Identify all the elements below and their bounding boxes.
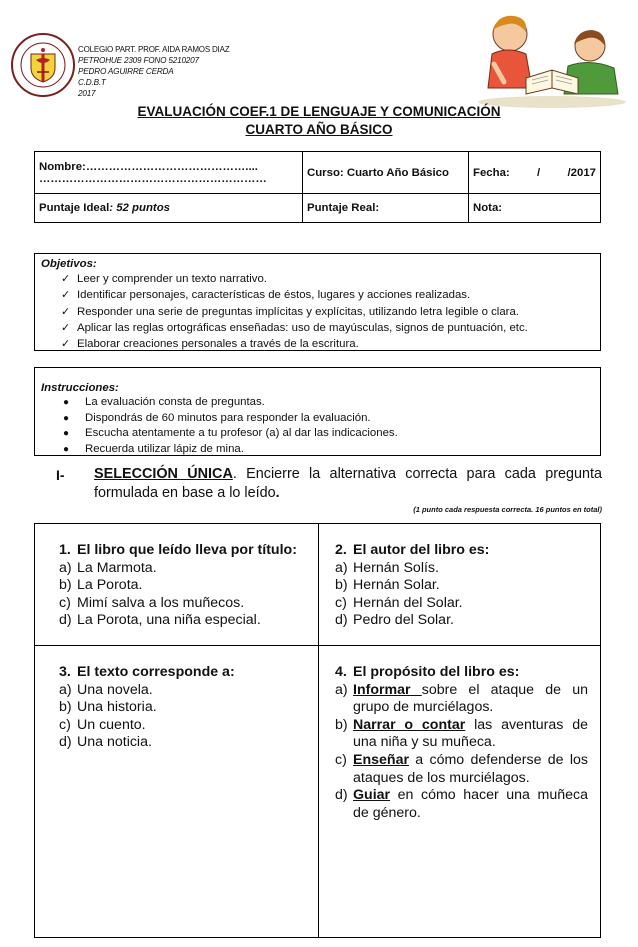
- option-text: Una historia.: [77, 699, 157, 716]
- question-2: [319, 524, 601, 646]
- section-instruction-line2: [94, 484, 280, 503]
- question-text: El texto corresponde a:: [77, 664, 235, 680]
- option-letter: d): [335, 787, 348, 804]
- question-number: 4.: [335, 664, 347, 680]
- list-item: [61, 336, 596, 352]
- question-number: 2.: [335, 542, 347, 558]
- check-icon: ✓: [61, 273, 71, 285]
- list-item: [63, 426, 596, 442]
- objetivos-title: Objetivos:: [41, 258, 97, 270]
- question-text: El libro que leído lleva por título:: [77, 542, 297, 558]
- list-item: [61, 320, 596, 336]
- option-letter: c): [335, 594, 347, 611]
- puntaje-ideal-value: : 52 puntos: [109, 202, 171, 214]
- question-4: [319, 646, 601, 938]
- option-keyword: Informar: [353, 681, 422, 698]
- option-letter: d): [59, 612, 72, 629]
- instruccion-text: La evaluación consta de preguntas.: [85, 396, 265, 408]
- objetivos-list: [61, 271, 596, 352]
- option-b[interactable]: [335, 717, 588, 752]
- option-c[interactable]: [335, 595, 588, 613]
- option-text: Hernán Solís.: [353, 559, 439, 576]
- option-a[interactable]: [59, 560, 310, 578]
- question-number: 3.: [59, 664, 71, 680]
- question-title: [335, 664, 588, 682]
- option-d[interactable]: [335, 612, 588, 630]
- question-title: [59, 542, 310, 560]
- section-instruction-line1: [94, 465, 602, 484]
- option-text: [353, 717, 588, 752]
- list-item: [63, 442, 596, 458]
- option-d[interactable]: [335, 787, 588, 822]
- option-b[interactable]: [59, 577, 310, 595]
- objetivo-text: Elaborar creaciones personales a través de la escritura.: [77, 338, 359, 351]
- list-item: [61, 287, 596, 303]
- exam-title: EVALUACIÓN COEF.1 DE LENGUAJE Y COMUNICACIÓN: [137, 104, 501, 119]
- option-c[interactable]: [335, 752, 588, 787]
- objetivos-box: [34, 253, 601, 351]
- fecha-label: Fecha:: [473, 166, 510, 179]
- question-title: [59, 664, 310, 682]
- objetivo-text: Identificar personajes, características de éstos, lugares y acciones realizadas.: [77, 289, 471, 302]
- instrucciones-title: Instrucciones:: [41, 382, 119, 394]
- school-header: [78, 44, 229, 99]
- question-3: [35, 646, 319, 938]
- option-text: [353, 682, 588, 717]
- option-keyword: Enseñar: [353, 751, 409, 768]
- question-1: [35, 524, 319, 646]
- nombre-dots: ……………………………………………………: [39, 172, 267, 185]
- option-keyword: Guiar: [353, 787, 391, 804]
- section-text2: formulada en base a lo leído: [94, 485, 276, 501]
- option-text: Mimí salva a los muñecos.: [77, 594, 245, 611]
- option-rest: a cómo defenderse de los ataques de los murciélagos.: [353, 751, 588, 786]
- option-keyword: Narrar o contar: [353, 716, 466, 733]
- check-icon: ✓: [61, 289, 71, 302]
- option-letter: c): [335, 751, 347, 768]
- objetivo-text: Responder una serie de preguntas implícitas y explícitas, utilizando letra legible o clara.: [77, 305, 519, 318]
- option-letter: b): [335, 577, 348, 594]
- puntaje-real-cell[interactable]: Puntaje Real:: [303, 194, 469, 223]
- fecha-slash: /: [537, 166, 541, 179]
- nombre-cell[interactable]: [35, 152, 303, 194]
- option-a[interactable]: [335, 560, 588, 578]
- list-item: [63, 411, 596, 427]
- objetivo-text: Aplicar las reglas ortográficas enseñadas: uso de mayúsculas, signos de puntuación, etc.: [77, 321, 528, 334]
- list-item: [61, 304, 596, 320]
- option-text: Una noticia.: [77, 734, 152, 751]
- option-letter: a): [59, 559, 72, 576]
- option-letter: c): [59, 716, 71, 733]
- option-a[interactable]: [59, 682, 310, 700]
- option-rest: sobre el ataque de un grupo de murciélagos.: [353, 681, 588, 716]
- check-icon: ✓: [61, 305, 71, 318]
- puntaje-ideal-label: Puntaje Ideal: [39, 202, 110, 214]
- option-text: [353, 752, 588, 787]
- instruccion-text: Escucha atentamente a tu profesor (a) al dar las indicaciones.: [85, 427, 398, 439]
- option-letter: d): [335, 612, 348, 629]
- option-b[interactable]: [59, 699, 310, 717]
- option-text: Un cuento.: [77, 716, 146, 733]
- children-reading-icon: [468, 8, 630, 110]
- instrucciones-box: [34, 367, 601, 456]
- option-letter: a): [335, 681, 348, 698]
- option-letter: b): [59, 699, 72, 716]
- option-c[interactable]: [59, 595, 310, 613]
- option-rest: las aventuras de una niña y su muñeca.: [353, 716, 588, 751]
- fecha-year: /2017: [567, 166, 596, 179]
- school-address: PETROHUE 2309 FONO 5210207: [78, 56, 199, 65]
- list-item: [61, 271, 596, 287]
- list-item: [63, 395, 596, 411]
- objetivo-text: Leer y comprender un texto narrativo.: [77, 273, 267, 285]
- option-letter: c): [59, 594, 71, 611]
- question-number: 1.: [59, 542, 71, 558]
- check-icon: ✓: [61, 321, 71, 334]
- option-rest: en cómo hacer una muñeca de género.: [353, 787, 588, 821]
- option-d[interactable]: [59, 612, 310, 630]
- question-text: El autor del libro es:: [353, 542, 490, 558]
- instruccion-text: Dispondrás de 60 minutos para responder la evaluación.: [85, 411, 371, 424]
- section-text1: . Encierre la alternativa correcta para cada pregunta: [232, 466, 602, 482]
- nombre-label: Nombre:……………………………………....: [39, 160, 258, 173]
- instrucciones-list: [63, 395, 596, 457]
- option-letter: b): [59, 577, 72, 594]
- option-text: Hernán del Solar.: [353, 594, 463, 611]
- section-number: I-: [56, 467, 65, 483]
- option-letter: b): [335, 716, 348, 733]
- option-text: [353, 787, 588, 822]
- nota-cell[interactable]: Nota:: [469, 194, 601, 223]
- school-name: COLEGIO PART. PROF. AIDA RAMOS DIAZ: [78, 45, 230, 54]
- bullet-icon: ●: [63, 428, 70, 439]
- curso-cell: Curso: Cuarto Año Básico: [303, 152, 469, 194]
- option-letter: a): [335, 559, 348, 576]
- bullet-icon: ●: [63, 397, 70, 408]
- student-info-table: [34, 151, 601, 223]
- instruccion-text: Recuerda utilizar lápiz de mina.: [85, 442, 244, 455]
- option-text: Una novela.: [77, 681, 153, 698]
- school-unit: C.D.B.T: [78, 78, 106, 87]
- option-letter: d): [59, 734, 72, 751]
- section-note: (1 punto cada respuesta correcta. 16 puntos en total): [413, 505, 602, 514]
- option-text: La Marmota.: [77, 559, 157, 576]
- option-text: Pedro del Solar.: [353, 612, 454, 629]
- school-director: PEDRO AGUIRRE CERDA: [78, 67, 174, 76]
- option-a[interactable]: [335, 682, 588, 717]
- option-text: La Porota.: [77, 577, 143, 594]
- section-text2-end: .: [275, 485, 280, 501]
- school-year: 2017: [78, 89, 96, 98]
- option-c[interactable]: [59, 717, 310, 735]
- questions-table: [34, 523, 601, 938]
- section-label: SELECCIÓN ÚNICA: [94, 466, 233, 482]
- option-b[interactable]: [335, 577, 588, 595]
- puntaje-ideal-cell: [35, 194, 303, 223]
- question-text: El propósito del libro es:: [353, 664, 520, 680]
- bullet-icon: ●: [63, 412, 70, 424]
- bullet-icon: ●: [63, 443, 70, 455]
- check-icon: ✓: [61, 338, 71, 351]
- option-d[interactable]: [59, 734, 310, 752]
- question-title: [335, 542, 588, 560]
- option-text: La Porota, una niña especial.: [77, 612, 261, 629]
- exam-grade: CUARTO AÑO BÁSICO: [245, 122, 393, 137]
- option-letter: a): [59, 681, 72, 698]
- fecha-cell[interactable]: [469, 152, 601, 194]
- school-logo-icon: [10, 32, 76, 98]
- option-text: Hernán Solar.: [353, 577, 440, 594]
